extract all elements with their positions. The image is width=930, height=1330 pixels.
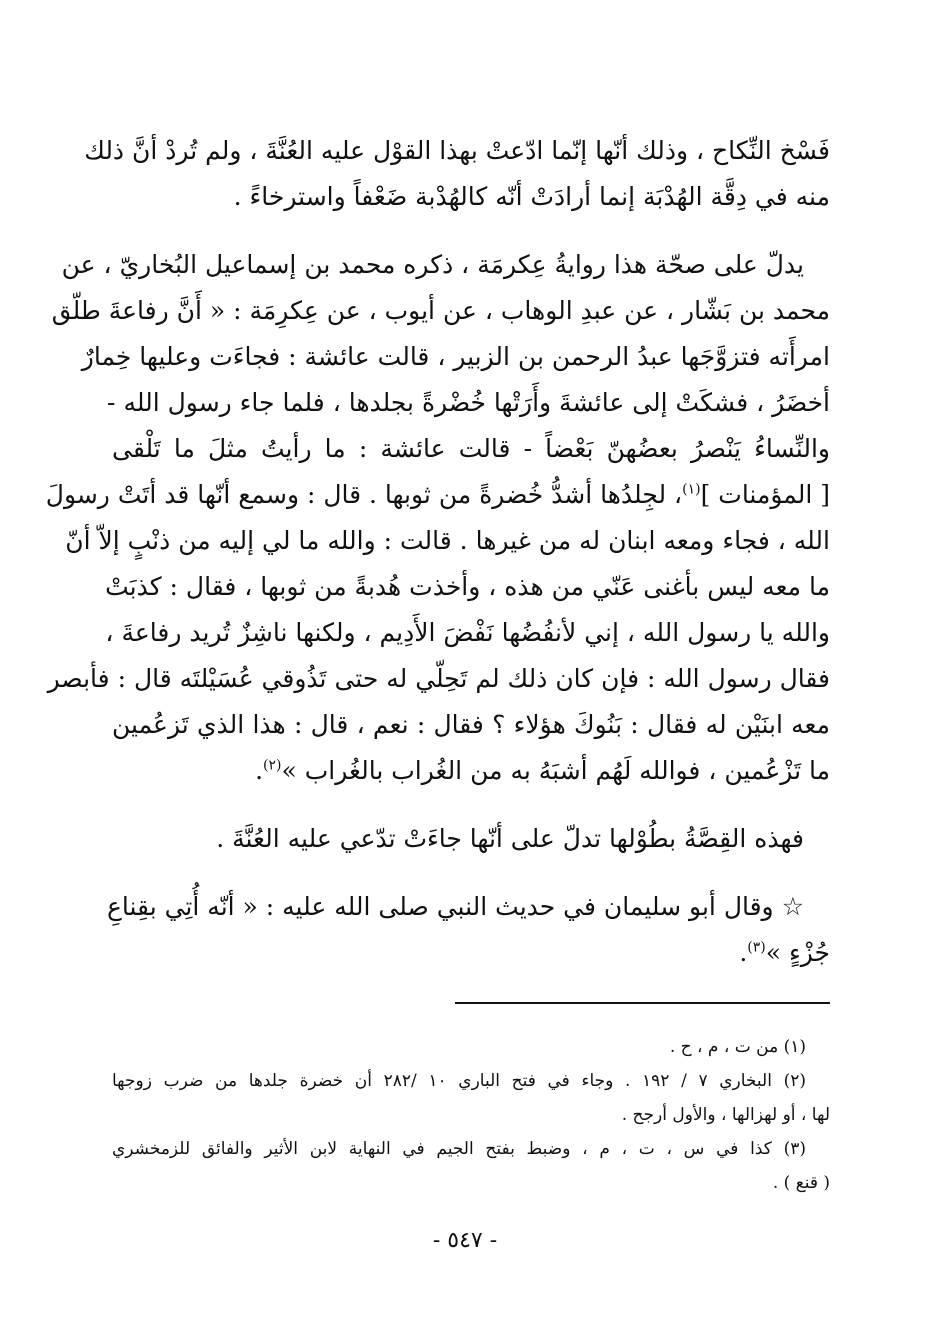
footnote-1: (١) من ت ، م ، ح .	[669, 1037, 806, 1057]
line-end-period: .	[739, 938, 748, 967]
text-segment: ، لجِلدُها أشدُّ خُضرةً من ثوبها . قال : وسمع أنّها قد أتَتْ رسولَ	[45, 480, 683, 509]
text-line: ☆ وقال أبو سليمان في حديث النبي صلى الله عليه : « أنّه أُتِي بقِناعِ	[106, 892, 804, 921]
text-segment: جُزْءٍ »	[765, 938, 830, 967]
paragraph-2	[45, 242, 830, 794]
text-segment: [ المؤمنات ]	[700, 480, 830, 509]
footnote-2: (٢) البخاري ٧ / ١٩٢ . وجاء في فتح الباري ١٠ /٢٨٢ أن خضرة جلدها من ضرب زوجها	[112, 1071, 806, 1091]
page-number: - ٥٤٧ -	[432, 1228, 498, 1253]
footnotes	[112, 1030, 830, 1200]
text-line: محمد بن بَشّار ، عن عبدِ الوهاب ، عن أيوب ، عن عِكرِمَة : « أَنَّ رفاعةَ طلّق	[51, 296, 830, 325]
footnote-mark-2: (٢)	[263, 757, 282, 774]
paragraph-4	[106, 884, 830, 976]
text-line: معه ابنَيْن له فقال : بَنُوكَ هؤلاء ؟ فقال : نعم ، قال : هذا الذي تَزعُمين	[112, 710, 830, 739]
text-line: فَسْخ النِّكاح ، وذلك أنّها إنّما ادّعتْ بهذا القوْل عليه العُنَّةَ ، ولم تُردْ أنَّ ذلك	[84, 136, 830, 165]
main-text	[45, 128, 830, 976]
text-line-with-footnote	[45, 472, 830, 518]
text-line: يدلّ على صحّة هذا روايةُ عِكرمَة ، ذكره محمد بن إسماعيل البُخاريّ ، عن	[61, 250, 804, 279]
footnote-3-continued: ( قنع ) .	[772, 1173, 830, 1193]
text-line-with-footnote	[112, 748, 830, 794]
text-line: فهذه القِصَّةُ بطُوْلها تدلّ على أنّها جاءَتْ تدّعي عليه العُنَّةَ .	[216, 824, 804, 853]
footnote-mark-3: (٣)	[747, 939, 766, 956]
text-segment: ما تَزْعُمين ، فوالله لَهُم أشبَهُ به من الغُراب بالغُراب »	[281, 756, 830, 785]
footnote-separator	[455, 1002, 830, 1004]
text-line: الله ، فجاء ومعه ابنان له من غيرها . قالت : والله ما لي إليه من ذنْبٍ إلاّ أنّ	[65, 526, 830, 555]
footnote-2-continued: لها ، أو لهزالها ، والأول أرجح .	[621, 1105, 830, 1125]
paragraph-gap	[112, 794, 830, 816]
text-line: ما معه ليس بأغنى عَنّي من هذه ، وأخذت هُدبةً من ثوبها ، فقال : كذبَتْ	[105, 572, 830, 601]
line-end-period: .	[255, 756, 264, 785]
paragraph-gap	[112, 862, 830, 884]
text-line: منه في دِقَّة الهُدْبَة إنما أرادَتْ أنّه كالهُدْبة ضَعْفاً واسترخاءً .	[233, 182, 830, 211]
text-line-with-footnote	[112, 930, 830, 976]
paragraph-1	[84, 128, 830, 220]
footnote-mark-1: (١)	[682, 481, 701, 498]
text-line: والله يا رسول الله ، إني لأنفُضُها نَفْضَ الأَدِيم ، ولكنها ناشِزٌ تُريد رفاعةَ ،	[105, 618, 830, 647]
paragraph-gap	[112, 220, 830, 242]
paragraph-3	[112, 816, 830, 862]
text-line: امرأَته فتزوَّجَها عبدُ الرحمن بن الزبير ، قالت عائشة : فجاءَت وعليها خِمارٌ	[81, 342, 830, 371]
footnote-3: (٣) كذا في س ، ت ، م ، وضبط بفتح الجيم في النهاية لابن الأثير والفائق للزمخشري	[112, 1139, 806, 1159]
text-line: أخضَرُ ، فشكَتْ إلى عائشةَ وأَرَتْها خُضْرةً بجلدها ، فلما جاء رسول الله -	[107, 388, 830, 417]
text-line: والنِّساءُ يَنْصرُ بعضُهنّ بَعْضاً - قالت عائشة : ما رأيتُ مثلَ ما تَلْقى	[112, 434, 830, 463]
text-line: فقال رسول الله : فإن كان ذلك لم تَحِلّي له حتى تَذُوقي عُسَيْلتَه قال : فأبصر	[47, 664, 830, 693]
